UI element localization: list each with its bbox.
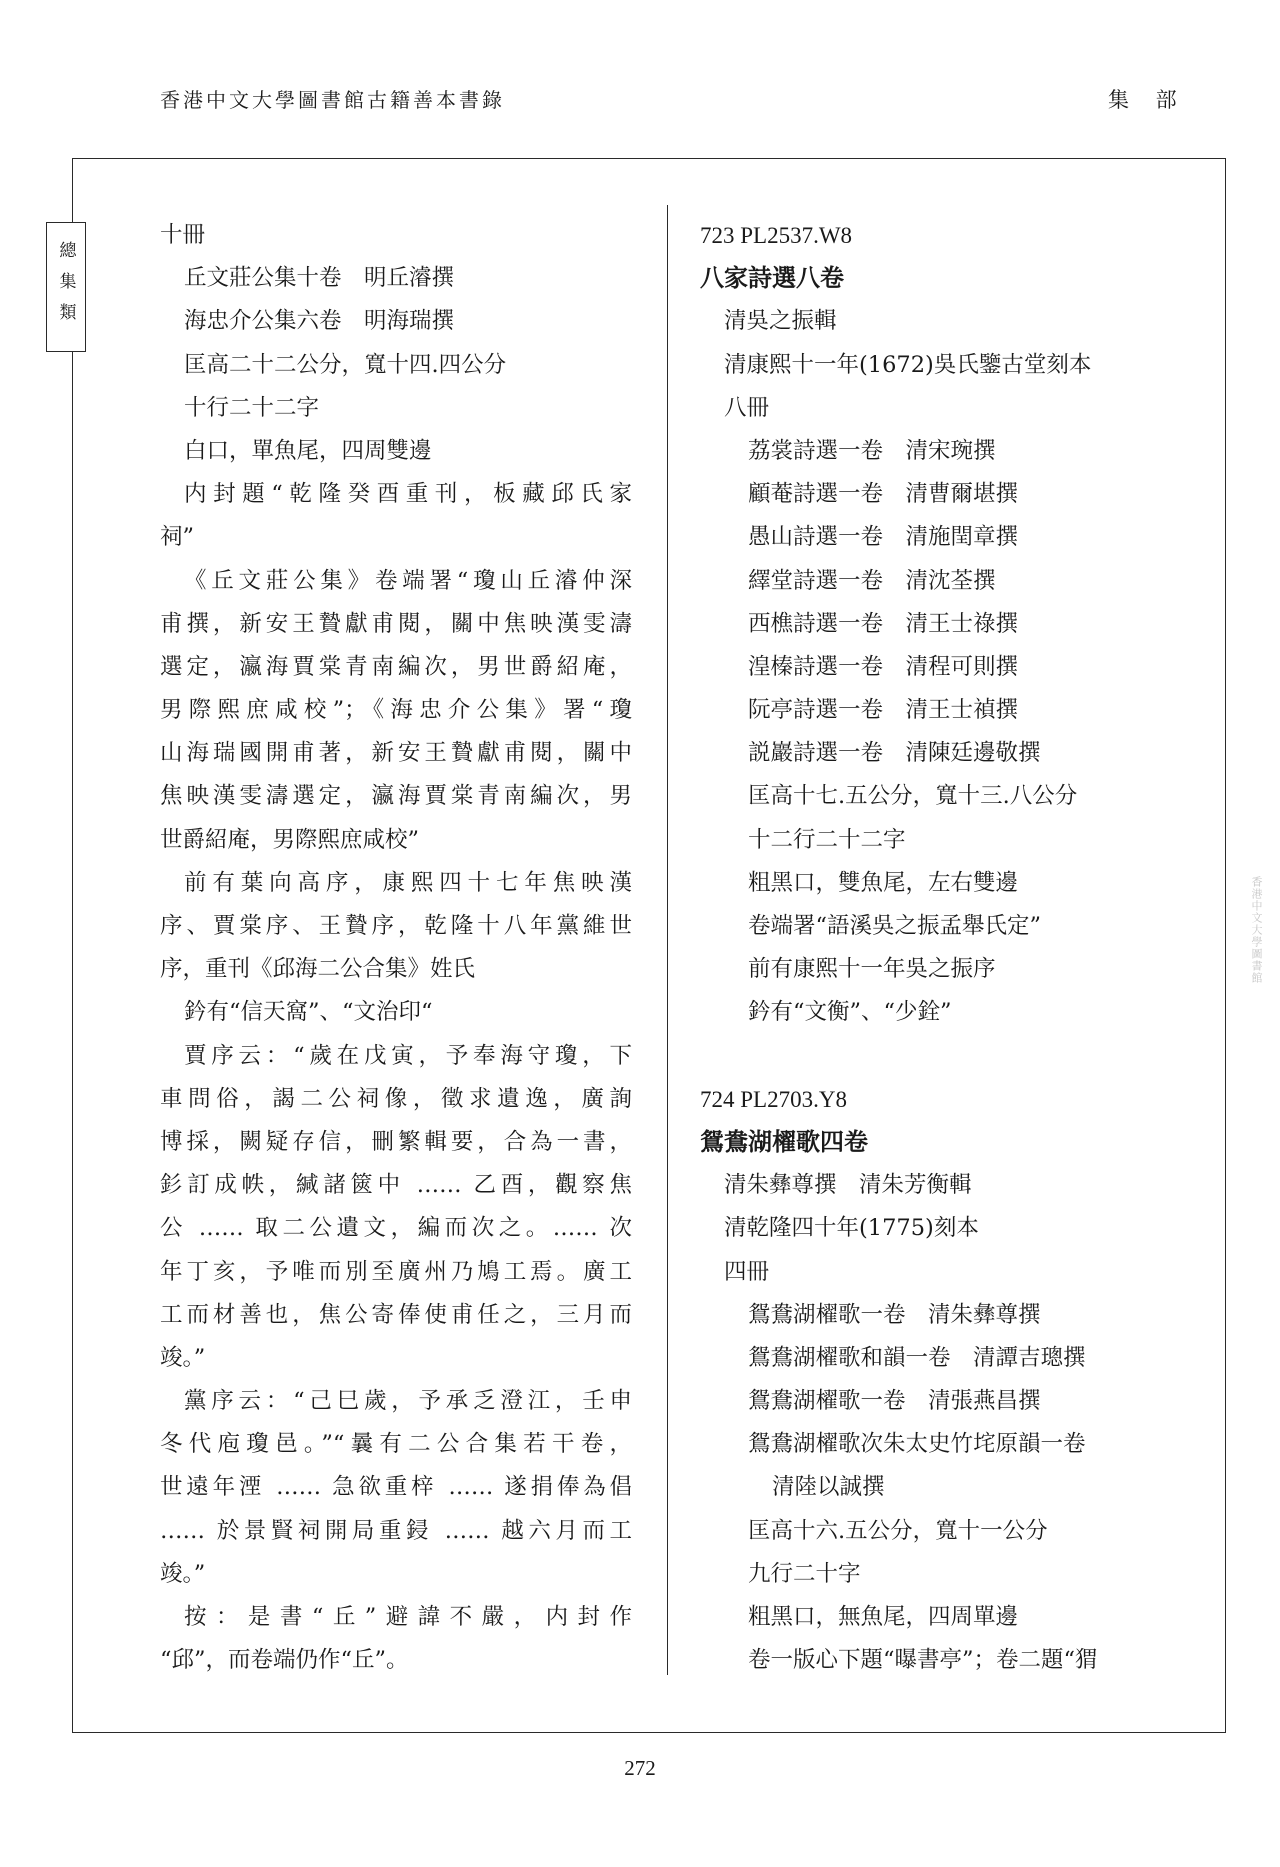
entry-edition: 清康熙十一年(1672)吳氏鑒古堂刻本 — [724, 351, 1092, 378]
note-line: 按：是書“丘”避諱不嚴，内封作 — [184, 1604, 632, 1630]
running-head-book-title: 香港中文大學圖書館古籍善本書錄 — [160, 88, 505, 112]
text-line: 年丁亥，予唯而別至廣州乃鳩工焉。廣工 — [160, 1258, 632, 1285]
text-line: …… 於景賢祠開局重鋟 …… 越六月而工 — [160, 1517, 632, 1544]
text-line: 公 …… 取二公遺文，編而次之。…… 次 — [160, 1215, 632, 1242]
text-line: 甫撰，新安王贄獻甫閱，關中焦映漢雯濤 — [160, 610, 632, 637]
contents-item: 鴛鴦湖櫂歌一卷 清張燕昌撰 — [748, 1388, 1041, 1415]
contents-item: 海忠介公集六卷 明海瑞撰 — [184, 308, 455, 335]
text-line: 序、賈棠序、王贄序，乾隆十八年黨維世 — [160, 913, 632, 939]
text-line: 釤訂成帙，緘諸篋中 …… 乙酉，觀察焦 — [160, 1172, 632, 1199]
block-format: 粗黑口，無魚尾，四周單邊 — [748, 1604, 1019, 1630]
note-line: “邱”，而卷端仍作“丘”。 — [160, 1647, 409, 1674]
category-tab-label: 總集類 — [55, 240, 76, 334]
contents-item: 丘文莊公集十卷 明丘濬撰 — [184, 265, 455, 292]
text-line: 序，重刊《邱海二公合集》姓氏 — [160, 956, 476, 983]
line-format: 十行二十二字 — [184, 394, 320, 421]
line-format: 十二行二十二字 — [748, 826, 906, 853]
text-line: 工而材善也，焦公寄俸使甫任之，三月而 — [160, 1301, 632, 1328]
text-line: 選定，瀛海賈棠青南編次，男世爵紹庵， — [160, 653, 632, 680]
text-line: 山海瑞國開甫著，新安王贄獻甫閱，關中 — [160, 740, 632, 767]
text-line: 前有康熙十一年吳之振序 — [748, 956, 996, 983]
seal-line: 鈐有“信天窩”、“文治印“ — [184, 999, 433, 1026]
text-line: 卷端署“語溪吳之振孟舉氏定” — [748, 913, 1042, 939]
entry-spacer — [700, 1035, 1180, 1078]
text-line: 車問俗，謁二公祠像，徵求遺逸，廣詢 — [160, 1085, 632, 1112]
contents-item: 説巖詩選一卷 清陳廷邊敬撰 — [748, 740, 1041, 767]
frame-size: 匡高十六.五公分，寬十一公分 — [748, 1517, 1048, 1544]
block-format: 粗黑口，雙魚尾，左右雙邊 — [748, 869, 1019, 896]
line-format: 九行二十字 — [748, 1560, 861, 1587]
left-column — [160, 214, 632, 1682]
entry-edition: 清乾隆四十年(1775)刻本 — [724, 1215, 979, 1242]
text-line: 祠” — [160, 524, 195, 551]
contents-item: 鴛鴦湖櫂歌和韻一卷 清譚吉璁撰 — [748, 1344, 1086, 1371]
column-divider — [667, 205, 668, 1675]
text-line: 賈序云：“歲在戊寅，予奉海守瓊，下 — [184, 1042, 632, 1069]
contents-item-continued: 清陸以誠撰 — [772, 1474, 885, 1501]
contents-item: 鴛鴦湖櫂歌一卷 清朱彝尊撰 — [748, 1301, 1041, 1328]
text-line: 世遠年湮 …… 急欲重梓 …… 遂捐俸為倡 — [160, 1474, 632, 1501]
library-watermark: 香港中文大學圖書館 — [1250, 876, 1263, 984]
category-tab — [46, 222, 86, 352]
contents-item: 顧菴詩選一卷 清曹爾堪撰 — [748, 481, 1019, 508]
block-format: 白口，單魚尾，四周雙邊 — [184, 437, 432, 464]
contents-item: 阮亭詩選一卷 清王士禎撰 — [748, 697, 1019, 724]
contents-item: 荔裳詩選一卷 清宋琬撰 — [748, 437, 996, 464]
frame-size: 匡高十七.五公分，寬十三.八公分 — [748, 783, 1078, 810]
text-line: 博採，闕疑存信，刪繁輯要，合為一書， — [160, 1128, 632, 1155]
volume-count: 十冊 — [160, 222, 206, 248]
entry-title: 鴛鴦湖櫂歌四卷 — [700, 1127, 868, 1156]
page-number: 272 — [624, 1756, 656, 1780]
running-head-section: 集 部 — [1108, 88, 1187, 112]
entry-volumes: 四冊 — [724, 1258, 770, 1285]
contents-item: 西樵詩選一卷 清王士祿撰 — [748, 610, 1019, 637]
entry-number: 723 PL2537.W8 — [700, 223, 853, 248]
contents-item: 繹堂詩選一卷 清沈荃撰 — [748, 567, 996, 594]
entry-compiler: 清吳之振輯 — [724, 308, 837, 335]
seal-line: 鈐有“文衡”、“少銓” — [748, 999, 952, 1026]
text-line: 内封題“乾隆癸酉重刊，板藏邱氏家 — [184, 481, 632, 508]
text-line: 《丘文莊公集》卷端署“瓊山丘濬仲深 — [184, 567, 632, 594]
text-line: 竣。” — [160, 1344, 206, 1371]
entry-compiler: 清朱彝尊撰 清朱芳衡輯 — [724, 1172, 972, 1199]
entry-number: 724 PL2703.Y8 — [700, 1086, 847, 1112]
text-line: 世爵紹庵，男際熙庶咸校” — [160, 826, 420, 853]
contents-item: 愚山詩選一卷 清施閏章撰 — [748, 524, 1019, 551]
text-line: 男際熙庶咸校”；《海忠介公集》署“瓊 — [160, 697, 632, 724]
text-line: 黨序云：“己巳歲，予承乏澄江，壬申 — [184, 1388, 632, 1415]
entry-volumes: 八冊 — [724, 394, 770, 421]
text-line: 焦映漢雯濤選定，瀛海賈棠青南編次，男 — [160, 783, 632, 810]
text-line: 竣。” — [160, 1560, 206, 1587]
text-line: 冬代庖瓊邑。”“曩有二公合集若干卷， — [160, 1431, 632, 1458]
frame-size: 匡高二十二公分，寬十四.四公分 — [184, 351, 507, 378]
text-line: 卷一版心下題“曝書亭”；卷二題“猬 — [748, 1647, 1098, 1674]
entry-title: 八家詩選八卷 — [700, 264, 844, 293]
text-line: 前有葉向高序，康熙四十七年焦映漢 — [184, 869, 632, 896]
right-column — [700, 214, 1180, 1682]
contents-item: 湟榛詩選一卷 清程可則撰 — [748, 653, 1019, 680]
contents-item: 鴛鴦湖櫂歌次朱太史竹垞原韻一卷 — [748, 1431, 1086, 1458]
